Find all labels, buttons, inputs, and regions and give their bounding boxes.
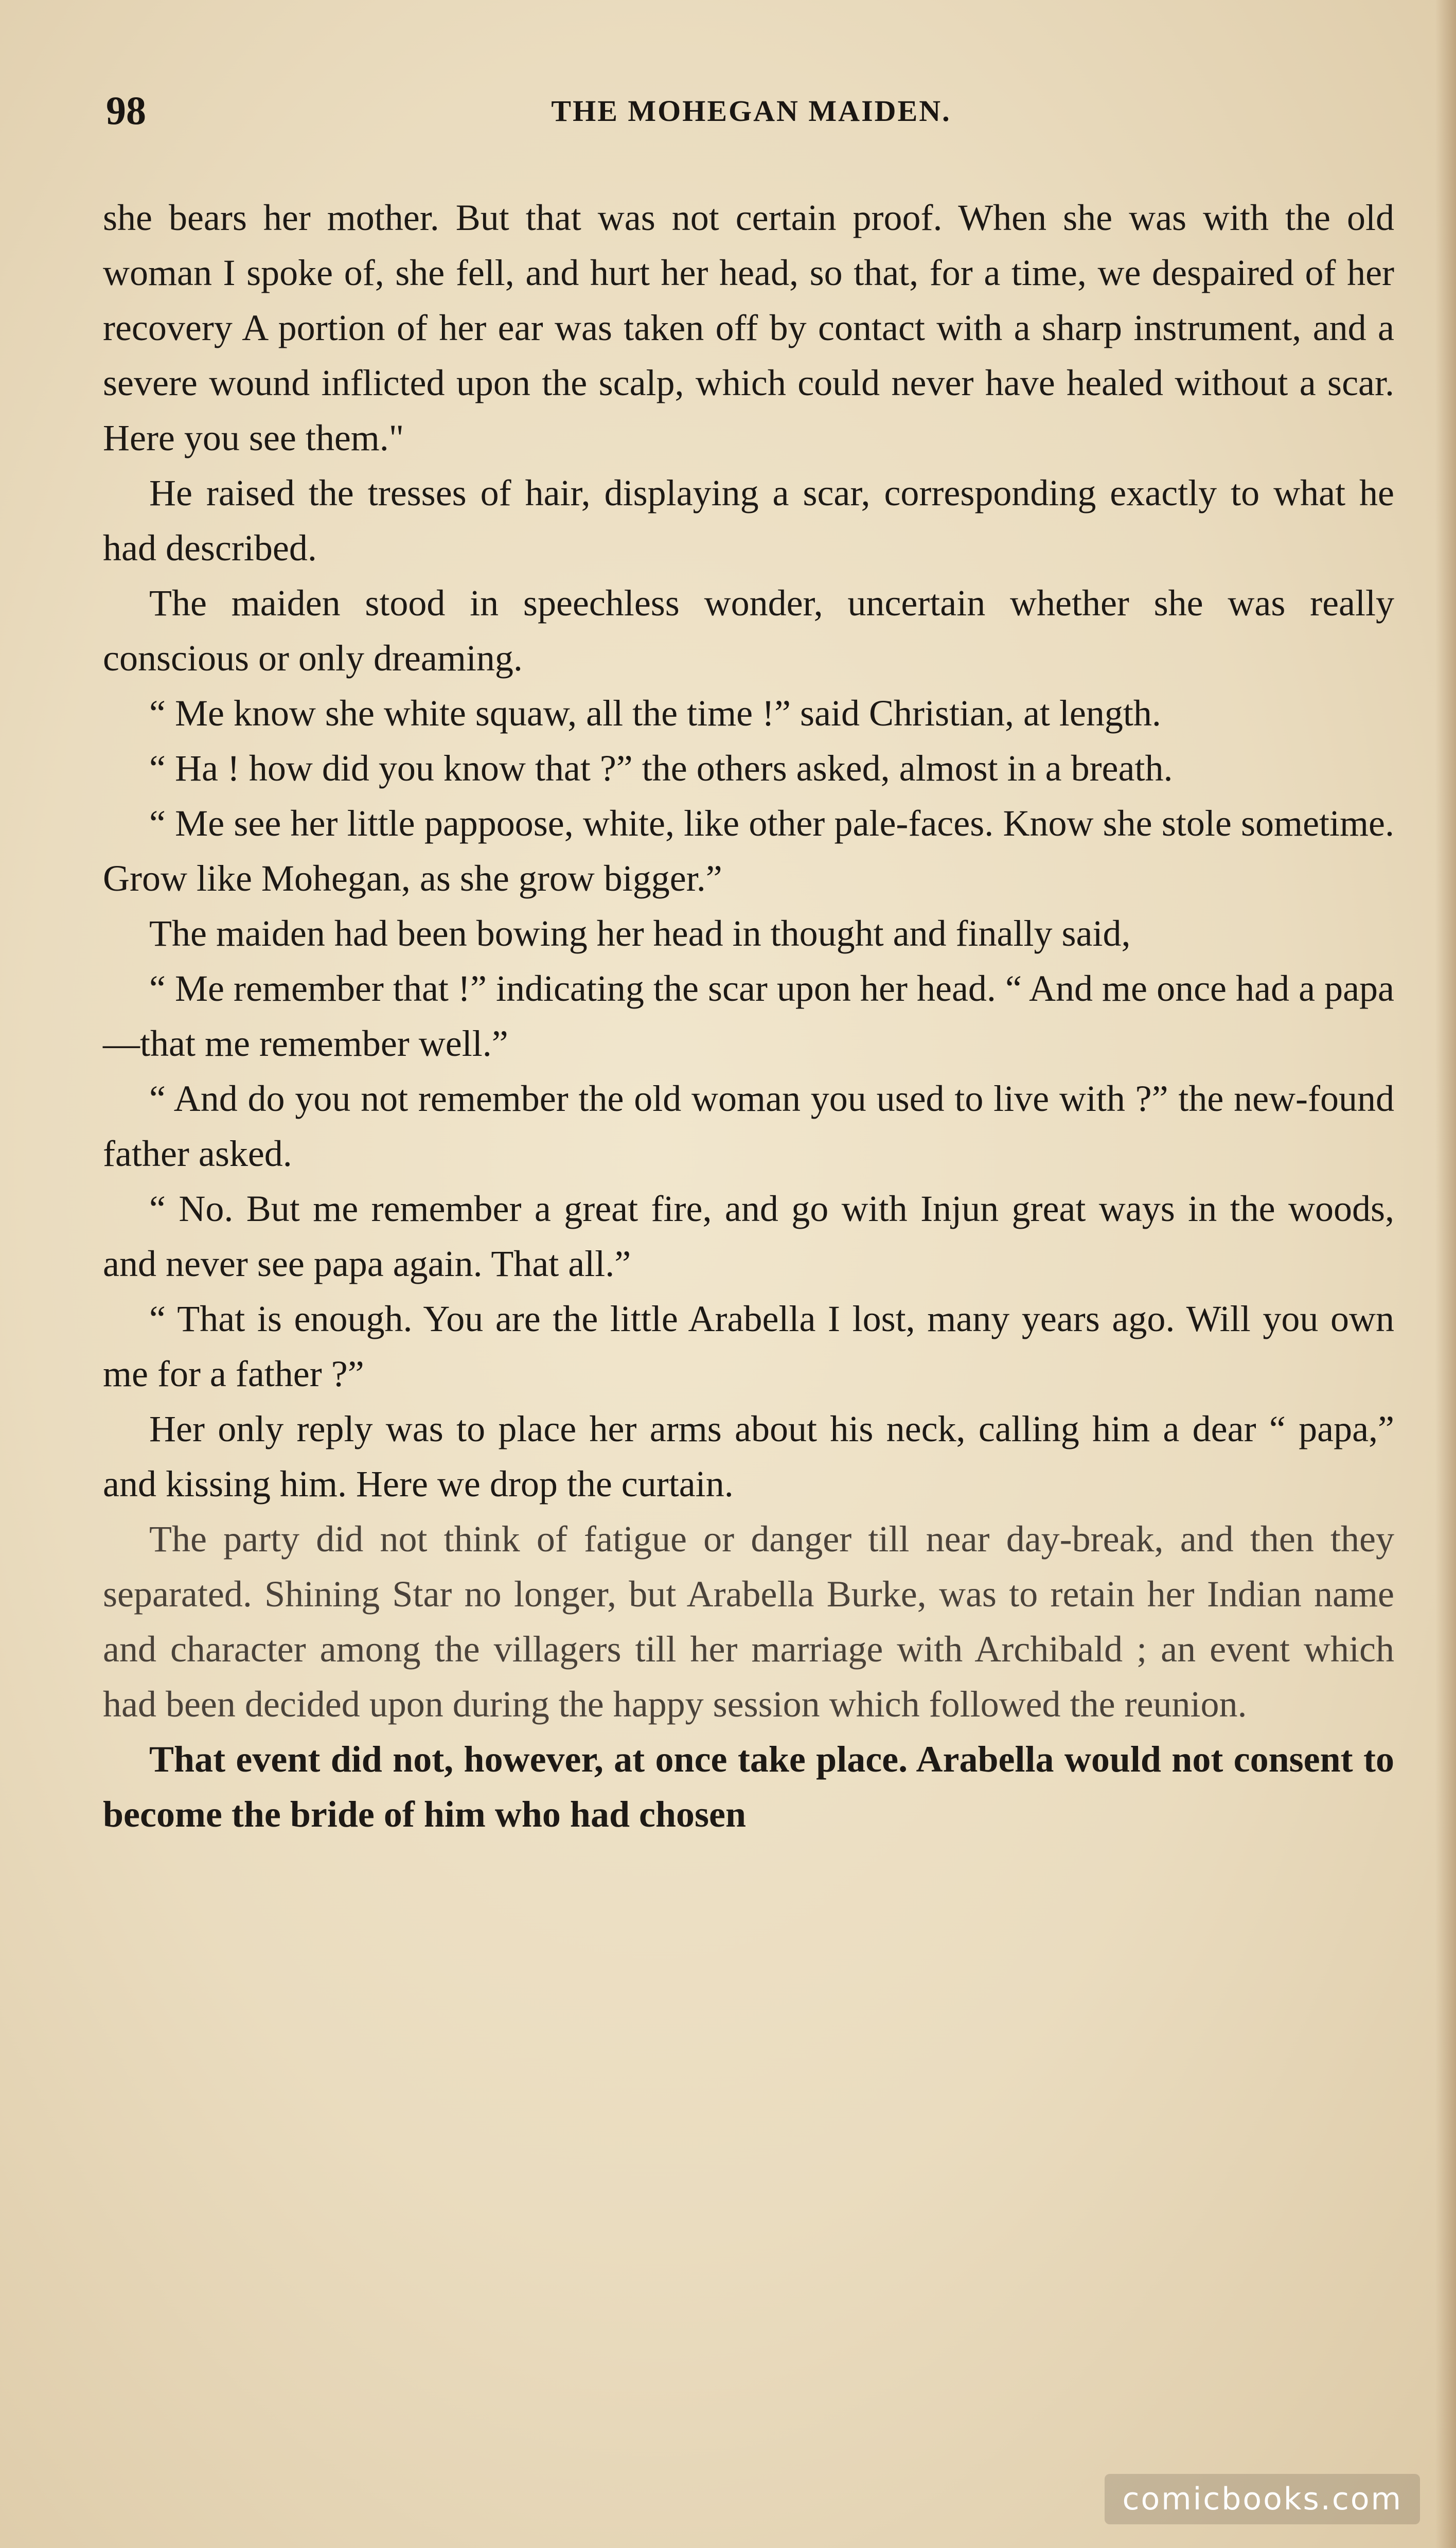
paragraph: “ That is enough. You are the little Arabella I lost, many years ago. Will you own me for a father ?”	[103, 1298, 1394, 1394]
page-header	[103, 87, 1399, 144]
paragraph: “ Me remember that !” indicating the scar upon her head. “ And me once had a papa—that me remember well.”	[103, 968, 1394, 1064]
paragraph: That event did not, however, at once take place. Arabella would not consent to become the bride of him who had chosen	[103, 1739, 1394, 1835]
paragraph: she bears her mother. But that was not certain proof. When she was with the old woman I spoke of, she fell, and hurt her head, so that, for a time, we despaired of her recovery A portion of her ear was taken off by contact with a sharp instrument, and a severe wound inflicted upon the scalp, which could never have healed without a scar. Here you see them."	[103, 197, 1394, 458]
paragraph: The party did not think of fatigue or danger till near day-break, and then they separated. Shining Star no longer, but Arabella Burke, was to retain her Indian name and character among the villagers till her marriage with Archibald ; an event which had been decided upon during the happy session which followed the reunion.	[103, 1518, 1394, 1725]
paragraph: He raised the tresses of hair, displaying a scar, corresponding exactly to what he had described.	[103, 472, 1394, 569]
body-text	[103, 190, 1394, 1842]
paragraph: “ And do you not remember the old woman you used to live with ?” the new-found father asked.	[103, 1078, 1394, 1174]
paragraph: The maiden stood in speechless wonder, uncertain whether she was really conscious or only dreaming.	[103, 582, 1394, 679]
page-edge-shadow	[1435, 0, 1456, 2548]
watermark: comicbooks.com	[1105, 2474, 1420, 2524]
running-title: THE MOHEGAN MAIDEN.	[551, 94, 951, 128]
paragraph: “ No. But me remember a great fire, and go with Injun great ways in the woods, and never see papa again. That all.”	[103, 1188, 1394, 1284]
paragraph: The maiden had been bowing her head in thought and finally said,	[149, 913, 1131, 954]
paragraph: “ Me know she white squaw, all the time !” said Christian, at length.	[149, 693, 1161, 734]
paragraph: Her only reply was to place her arms about his neck, calling him a dear “ papa,” and kissing him. Here we drop the curtain.	[103, 1408, 1394, 1505]
paragraph: “ Ha ! how did you know that ?” the others asked, almost in a breath.	[149, 748, 1173, 789]
page-number: 98	[106, 88, 146, 133]
paragraph: “ Me see her little pappoose, white, like other pale-faces. Know she stole sometime. Grow like Mohegan, as she grow bigger.”	[103, 803, 1394, 899]
